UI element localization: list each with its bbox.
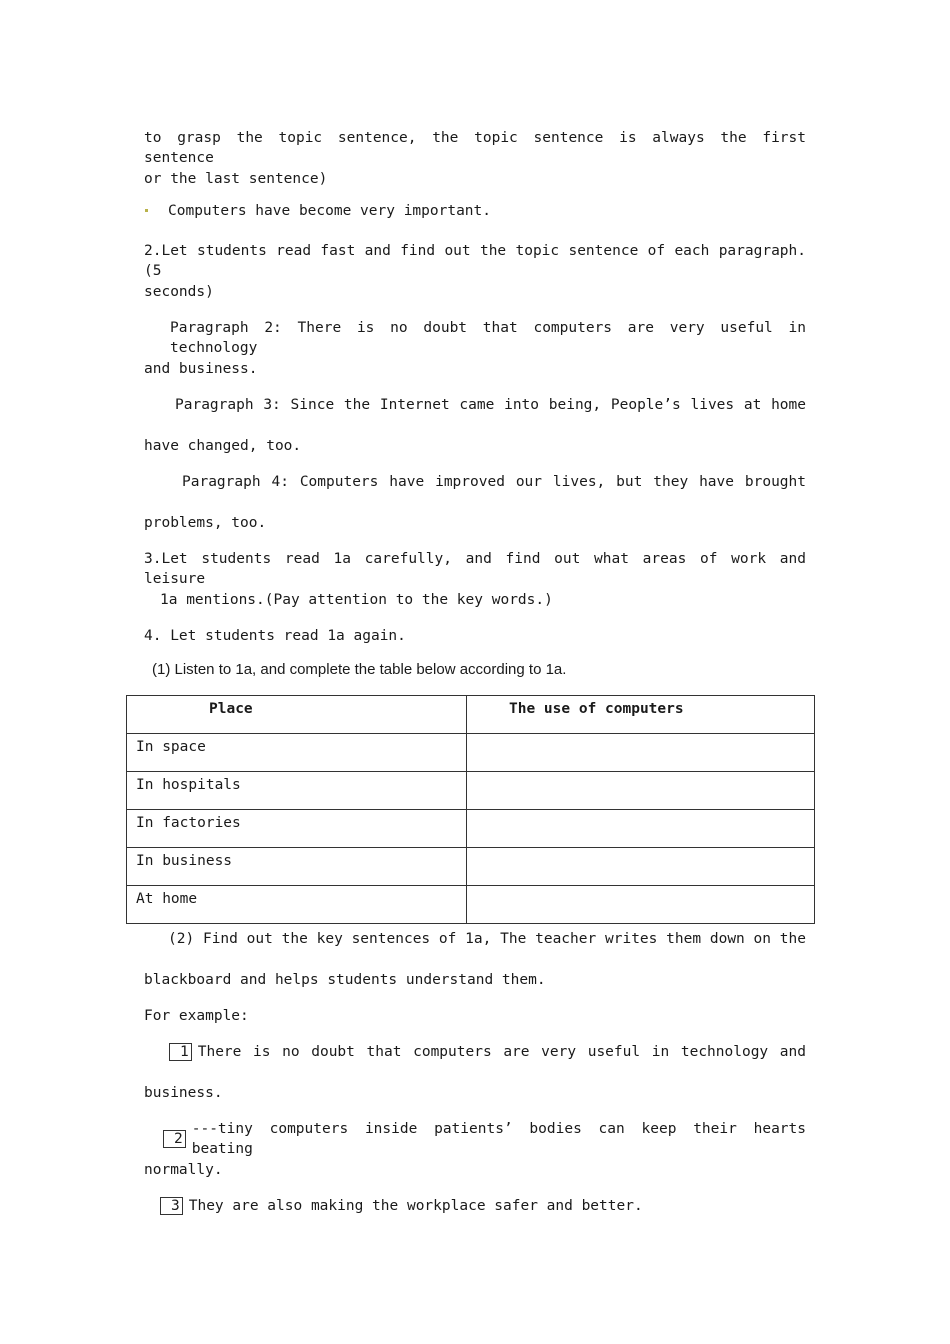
example-1-cont: business.: [144, 1085, 223, 1101]
table-cell-use: [467, 848, 815, 886]
text-line-computers-important: [144, 201, 806, 221]
text-line-paragraph-4: Paragraph 4: Computers have improved our lives, but they have brought: [182, 474, 806, 490]
example-3-text: They are also making the workplace safer and better.: [188, 1198, 643, 1214]
text-line-step-3: 3.Let students read 1a carefully, and find out what areas of work and leisure: [144, 551, 806, 587]
text-line-last-sentence: or the last sentence): [144, 171, 328, 187]
table-header-use: The use of computers: [467, 696, 815, 734]
table-header-row: [127, 696, 815, 734]
table-cell-use: [467, 734, 815, 772]
table-cell-place: In business: [127, 848, 467, 886]
text-line-listen-instruction: (1) Listen to 1a, and complete the table below according to 1a.: [152, 661, 567, 678]
text-line-for-example: For example:: [144, 1008, 249, 1024]
text-line-paragraph-3-cont: have changed, too.: [144, 438, 302, 454]
computer-use-table: [126, 695, 815, 924]
text-line-step-3-cont: 1a mentions.(Pay attention to the key words.): [160, 592, 553, 608]
table-cell-place: In factories: [127, 810, 467, 848]
table-row: [127, 810, 815, 848]
table-cell-place: In space: [127, 734, 467, 772]
text-line-seconds: seconds): [144, 284, 214, 300]
table-row: [127, 772, 815, 810]
example-number-box: 2: [163, 1130, 186, 1148]
example-number-box: 3: [160, 1197, 183, 1215]
table-row: [127, 886, 815, 924]
text-line-paragraph-3: Paragraph 3: Since the Internet came into being, People’s lives at home: [175, 397, 806, 413]
example-1-text: There is no doubt that computers are very useful in technology and: [197, 1044, 806, 1060]
text-line-key-sentences: (2) Find out the key sentences of 1a, The teacher writes them down on the: [168, 931, 806, 947]
text-line-topic-sentence-tip: to grasp the topic sentence, the topic sentence is always the first sentence: [144, 130, 806, 166]
text-line-step-2: 2.Let students read fast and find out the topic sentence of each paragraph. (5: [144, 243, 806, 279]
table-header-place: Place: [127, 696, 467, 734]
table-row: [127, 734, 815, 772]
table-cell-place: In hospitals: [127, 772, 467, 810]
example-2-cont: normally.: [144, 1162, 223, 1178]
text-line-paragraph-2: Paragraph 2: There is no doubt that computers are very useful in technology: [170, 320, 806, 356]
example-3: [160, 1196, 822, 1216]
bullet-marker: [145, 209, 148, 212]
table-cell-use: [467, 886, 815, 924]
text-line-blackboard: blackboard and helps students understand them.: [144, 972, 546, 988]
line-text: Computers have become very important.: [168, 203, 492, 219]
example-2: [163, 1119, 806, 1159]
table-cell-use: [467, 810, 815, 848]
table-row: [127, 848, 815, 886]
text-line-paragraph-4-cont: problems, too.: [144, 515, 267, 531]
example-1: [169, 1042, 806, 1062]
example-number-box: 1: [169, 1043, 192, 1061]
table-cell-use: [467, 772, 815, 810]
example-2-text: ---tiny computers inside patients’ bodies can keep their hearts beating: [191, 1121, 806, 1157]
text-line-step-4: 4. Let students read 1a again.: [144, 628, 406, 644]
table-cell-place: At home: [127, 886, 467, 924]
text-line-paragraph-2-cont: and business.: [144, 361, 258, 377]
